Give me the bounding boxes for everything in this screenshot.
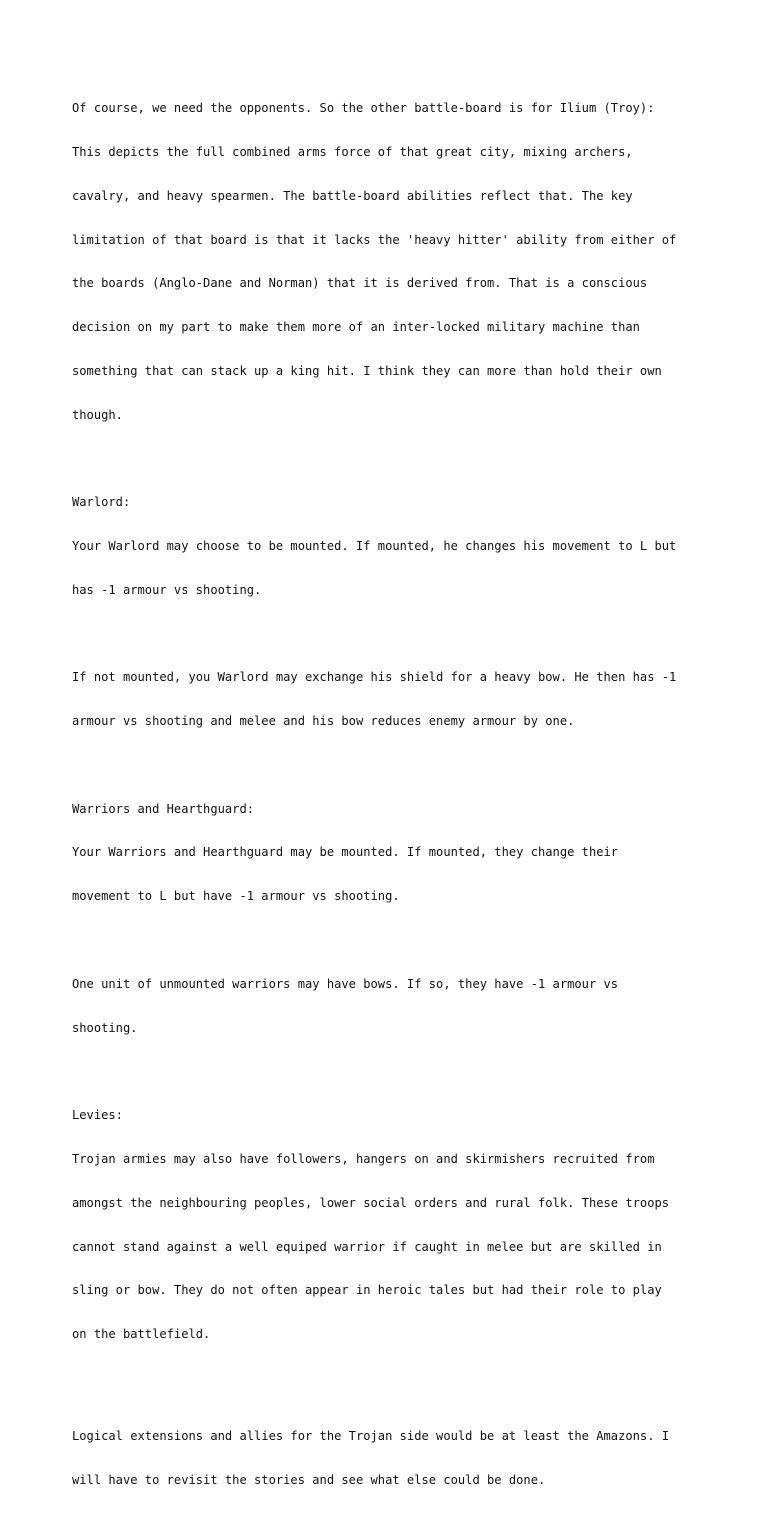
text-line: movement to L but have -1 armour vs shooting. <box>72 889 400 904</box>
text-line: sling or bow. They do not often appear in heroic tales but had their role to play <box>72 1283 662 1298</box>
text-line: has -1 armour vs shooting. <box>72 582 262 597</box>
text-line: Your Warlord may choose to be mounted. If mounted, he changes his movement to L but <box>72 539 677 553</box>
document-page <box>72 72 712 1531</box>
text-line: the boards (Anglo-Dane and Norman) that it is derived from. That is a conscious <box>72 276 648 291</box>
text-line: will have to revisit the stories and see what else could be done. <box>72 1473 546 1487</box>
text-line: something that can stack up a king hit. I think they can more than hold their own <box>72 363 662 378</box>
text-line: This depicts the full combined arms force of that great city, mixing archers, <box>72 144 633 159</box>
text-line: cannot stand against a well equiped warrior if caught in melee but are skilled in <box>72 1239 662 1254</box>
paragraph-levies <box>72 1079 712 1371</box>
paragraph-warlord-bow <box>72 641 712 758</box>
text-line: limitation of that board is that it lacks the 'heavy hitter' ability from either of <box>72 232 677 247</box>
paragraph-intro <box>72 72 712 451</box>
section-heading-warlord: Warlord: <box>72 495 131 510</box>
paragraph-warlord-mounted <box>72 466 712 627</box>
section-heading-warriors: Warriors and Hearthguard: <box>72 801 255 816</box>
text-line: Your Warriors and Hearthguard may be mounted. If mounted, they change their <box>72 845 619 860</box>
paragraph-extensions <box>72 1400 712 1517</box>
section-heading-levies: Levies: <box>72 1108 123 1123</box>
text-line: armour vs shooting and melee and his bow reduces enemy armour by one. <box>72 714 575 729</box>
text-line: though. <box>72 407 123 422</box>
blank-spacer <box>72 1385 712 1400</box>
text-line: One unit of unmounted warriors may have bows. If so, they have -1 armour vs <box>72 976 619 991</box>
text-line: shooting. <box>72 1020 138 1035</box>
text-line: Logical extensions and allies for the Trojan side would be at least the Amazons. I <box>72 1429 670 1444</box>
text-line: cavalry, and heavy spearmen. The battle-board abilities reflect that. The key <box>72 188 633 203</box>
text-line: Of course, we need the opponents. So the other battle-board is for Ilium (Troy): <box>72 101 655 116</box>
text-line: decision on my part to make them more of an inter-locked military machine than <box>72 320 640 335</box>
paragraph-warriors-mounted <box>72 773 712 934</box>
paragraph-warriors-bows <box>72 948 712 1065</box>
text-line: on the battlefield. <box>72 1327 211 1342</box>
text-line: If not mounted, you Warlord may exchange his shield for a heavy bow. He then has -1 <box>72 670 677 685</box>
text-line: amongst the neighbouring peoples, lower social orders and rural folk. These troops <box>72 1195 670 1210</box>
text-line: Trojan armies may also have followers, hangers on and skirmishers recruited from <box>72 1151 655 1166</box>
